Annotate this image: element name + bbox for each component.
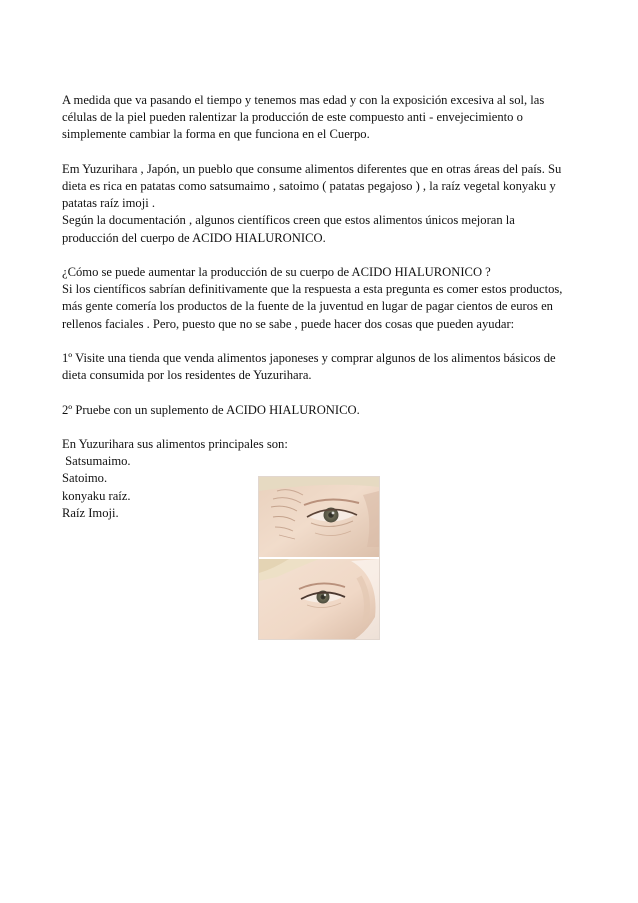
paragraph-step-1 [62,350,582,384]
eye-photo-illustration [259,477,379,639]
text-line: células de la piel pueden ralentizar la producción de este compuesto anti - envejecimiento o [62,110,523,125]
list-item: Satsumaimo. [62,454,131,469]
before-photo [259,477,379,557]
text-line: más gente comería los productos de la fuente de la juventud en lugar de pagar cientos de euros en [62,299,553,314]
text-line: rellenos faciales . Pero, puesto que no se sabe , puede hacer dos cosas que pueden ayudar: [62,316,515,331]
text-line: En Yuzurihara sus alimentos principales son: [62,436,288,451]
text-line: 1º Visite una tienda que venda alimentos japoneses y comprar algunos de los alimentos básicos de [62,351,556,365]
list-item: Satoimo. [62,471,108,486]
text-line: Em Yuzurihara , Japón, un pueblo que consume alimentos diferentes que en otras áreas del país. Su [62,161,562,176]
before-after-eye-photo [258,476,380,640]
paragraph-intro [62,92,582,144]
text-line: dieta consumida por los residentes de Yuzurihara. [62,368,312,383]
text-line: A medida que va pasando el tiempo y tenemos mas edad y con la exposición excesiva al sol, las [62,93,545,107]
list-item: Raíz Imoji. [62,505,119,520]
text-line: patatas raíz imoji . [62,196,156,211]
after-photo [259,559,379,639]
text-line: Según la documentación , algunos científicos creen que estos alimentos únicos mejoran la [62,213,515,228]
paragraph-step-2 [62,402,582,419]
text-line: simplemente cambiar la forma en que funciona en el Cuerpo. [62,127,370,142]
text-line: 2º Pruebe con un suplemento de ACIDO HIALURONICO. [62,402,360,417]
document-body [62,92,582,539]
text-line: ¿Cómo se puede aumentar la producción de su cuerpo de ACIDO HIALURONICO ? [62,265,491,279]
text-line: Si los científicos sabrían definitivamente que la respuesta a esta pregunta es comer estos productos, [62,282,563,297]
paragraph-question [62,264,582,333]
text-line: producción del cuerpo de ACIDO HIALURONICO. [62,230,326,245]
paragraph-yuzurihara [62,161,582,247]
list-item: konyaku raíz. [62,488,131,503]
text-line: dieta es rica en patatas como satsumaimo , satoimo ( patatas pegajoso ) , la raíz vegetal konyaku y [62,179,556,193]
